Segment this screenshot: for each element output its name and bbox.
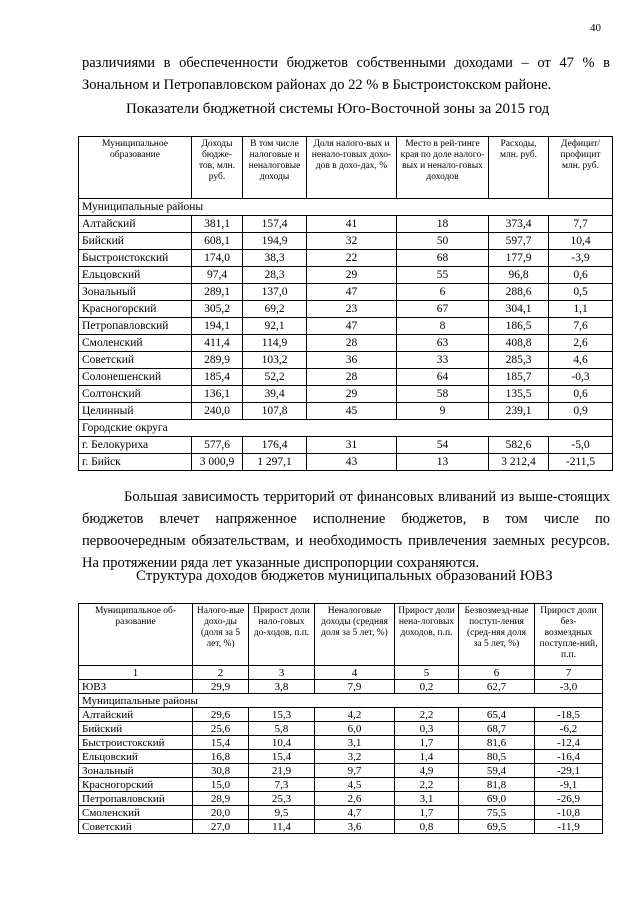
table-cell: 3,6 [315, 820, 395, 834]
table-cell: 25,3 [249, 792, 315, 806]
table-cell: 1,7 [395, 736, 459, 750]
row-label: Красногорский [79, 301, 192, 318]
table-cell: 305,2 [192, 301, 243, 318]
table-cell: 69,0 [459, 792, 535, 806]
table-cell: 21,9 [249, 764, 315, 778]
table-cell: 15,0 [193, 778, 249, 792]
table-cell: 0,3 [395, 722, 459, 736]
table-cell: 81,8 [459, 778, 535, 792]
table-cell: 97,4 [192, 267, 243, 284]
table-cell: 608,1 [192, 233, 243, 250]
table-cell: 185,7 [489, 369, 549, 386]
table-cell: 10,4 [249, 736, 315, 750]
row-label: Солонешенский [79, 369, 192, 386]
table-cell: 5 [395, 666, 459, 680]
table-cell: 8 [397, 318, 489, 335]
table-cell: 135,5 [489, 386, 549, 403]
table-cell: 43 [307, 454, 397, 471]
table-cell: 16,8 [193, 750, 249, 764]
intro-paragraph: различиями в обеспеченности бюджетов собственными доходами – от 47 % в Зональном и Петропавловском районах до 22 % в Быстроистокском районе. [82, 55, 610, 93]
table-row [79, 403, 613, 420]
table-cell: 3,2 [315, 750, 395, 764]
table-row [79, 352, 613, 369]
table-cell: -18,5 [535, 708, 603, 722]
table-cell: -29,1 [535, 764, 603, 778]
table-row [79, 250, 613, 267]
table-cell: 177,9 [489, 250, 549, 267]
table-cell: 9 [397, 403, 489, 420]
revenue-structure-table [78, 603, 603, 834]
table-cell: 381,1 [192, 216, 243, 233]
table-cell: 59,4 [459, 764, 535, 778]
table-cell: 50 [397, 233, 489, 250]
section-row [79, 199, 613, 216]
table-cell: 81,6 [459, 736, 535, 750]
table-cell: 2 [193, 666, 249, 680]
table-row [79, 335, 613, 352]
table-cell: -211,5 [549, 454, 613, 471]
section-label: Муниципальные районы [79, 694, 603, 708]
table-cell: 13 [397, 454, 489, 471]
table-cell: 15,3 [249, 708, 315, 722]
table-cell: 55 [397, 267, 489, 284]
table-cell: 240,0 [192, 403, 243, 420]
table-cell: 6,0 [315, 722, 395, 736]
table-cell: 67 [397, 301, 489, 318]
table-cell: 25,6 [193, 722, 249, 736]
table2-header: Прирост доли нена-логовых доходов, п.п. [395, 604, 459, 666]
table-cell: 597,7 [489, 233, 549, 250]
table-cell: ЮВЗ [79, 680, 193, 694]
row-label: г. Бийск [79, 454, 192, 471]
table-cell: 304,1 [489, 301, 549, 318]
table-cell: 4,5 [315, 778, 395, 792]
table-cell: 577,6 [192, 437, 243, 454]
section-row [79, 694, 603, 708]
table-cell: 186,5 [489, 318, 549, 335]
table-cell: 64 [397, 369, 489, 386]
table-row [79, 284, 613, 301]
table-cell: 36 [307, 352, 397, 369]
row-label: Солтонский [79, 386, 192, 403]
table-row [79, 386, 613, 403]
table-cell: 194,9 [243, 233, 307, 250]
table-cell: -12,4 [535, 736, 603, 750]
table-cell: 11,4 [249, 820, 315, 834]
table-cell: 68,7 [459, 722, 535, 736]
table-row [79, 792, 603, 806]
table-cell: 373,4 [489, 216, 549, 233]
table-cell: 289,1 [192, 284, 243, 301]
table-cell: 29,6 [193, 708, 249, 722]
table-row [79, 369, 613, 386]
table-row [79, 778, 603, 792]
table-cell: 45 [307, 403, 397, 420]
table-cell: -11,9 [535, 820, 603, 834]
table-cell: 28,9 [193, 792, 249, 806]
table-cell: -10,8 [535, 806, 603, 820]
table-cell: 65,4 [459, 708, 535, 722]
row-label: г. Белокуриха [79, 437, 192, 454]
table2-caption: Структура доходов бюджетов муниципальных образований ЮВЗ [136, 568, 553, 584]
table1-caption: Показатели бюджетной системы Юго-Восточной зоны за 2015 год [126, 101, 550, 117]
table-cell: 80,5 [459, 750, 535, 764]
table1-header: Дефицит/ профицит млн. руб. [549, 137, 613, 199]
table-cell: 23 [307, 301, 397, 318]
row-label: Петропавловский [79, 792, 193, 806]
table1-header: Доходы бюдже-тов, млн. руб. [192, 137, 243, 199]
table1-header: Муниципальное образование [79, 137, 192, 199]
section-row [79, 420, 613, 437]
row-label: Алтайский [79, 216, 192, 233]
table-cell: 3,8 [249, 680, 315, 694]
table-cell: 3 212,4 [489, 454, 549, 471]
table-cell: 3 000,9 [192, 454, 243, 471]
row-label: Смоленский [79, 335, 192, 352]
table2-header: Неналоговые доходы (средняя доля за 5 лет, %) [315, 604, 395, 666]
table1-header: Доля налого-вых и ненало-говых дохо-дов в дохо-дах, % [307, 137, 397, 199]
table-cell: 92,1 [243, 318, 307, 335]
row-label: Целинный [79, 403, 192, 420]
table1-header: В том числе налоговые и неналоговые доходы [243, 137, 307, 199]
table-cell: 47 [307, 318, 397, 335]
row-label: Бийский [79, 722, 193, 736]
table-row [79, 454, 613, 471]
row-label: Зональный [79, 764, 193, 778]
table-cell: 2,2 [395, 778, 459, 792]
table-cell: 174,0 [192, 250, 243, 267]
table-cell: 3,1 [315, 736, 395, 750]
table-cell: 69,2 [243, 301, 307, 318]
table-cell: 30,8 [193, 764, 249, 778]
table-cell: 285,3 [489, 352, 549, 369]
table-cell: 7,6 [549, 318, 613, 335]
table-row [79, 708, 603, 722]
table-cell: 5,8 [249, 722, 315, 736]
table-cell: 62,7 [459, 680, 535, 694]
table-cell: 114,9 [243, 335, 307, 352]
table-cell: 176,4 [243, 437, 307, 454]
table-cell: 22 [307, 250, 397, 267]
table-cell: 75,5 [459, 806, 535, 820]
table-row [79, 301, 613, 318]
table1-header-row [79, 137, 613, 199]
table-cell: 194,1 [192, 318, 243, 335]
row-label: Красногорский [79, 778, 193, 792]
table-cell: 157,4 [243, 216, 307, 233]
table-cell: 27,0 [193, 820, 249, 834]
column-number-row [79, 666, 603, 680]
table-cell: 28,3 [243, 267, 307, 284]
table-cell: 69,5 [459, 820, 535, 834]
table-cell: 31 [307, 437, 397, 454]
table-row [79, 216, 613, 233]
table-cell: 28 [307, 369, 397, 386]
table-cell: 10,4 [549, 233, 613, 250]
table-row [79, 820, 603, 834]
table-cell: 1 [79, 666, 193, 680]
table2-header: Безвозмезд-ные поступ-ления (сред-няя доля за 5 лет, %) [459, 604, 535, 666]
table-cell: 1,4 [395, 750, 459, 764]
table-cell: 41 [307, 216, 397, 233]
table-cell: 1 297,1 [243, 454, 307, 471]
table-cell: 0,2 [395, 680, 459, 694]
table2-body [79, 666, 603, 834]
table-row [79, 318, 613, 335]
table-cell: 32 [307, 233, 397, 250]
row-label: Алтайский [79, 708, 193, 722]
table-cell: 20,0 [193, 806, 249, 820]
table-cell: 2,6 [549, 335, 613, 352]
table-cell: 68 [397, 250, 489, 267]
table-cell: 6 [459, 666, 535, 680]
table-row [79, 722, 603, 736]
table-cell: -3,0 [535, 680, 603, 694]
table-cell: 29 [307, 386, 397, 403]
row-label: Смоленский [79, 806, 193, 820]
page-number: 40 [590, 22, 601, 34]
table-cell: 2,2 [395, 708, 459, 722]
table1-header: Расходы, млн. руб. [489, 137, 549, 199]
table-cell: 52,2 [243, 369, 307, 386]
table-cell: 7,3 [249, 778, 315, 792]
table-cell: 7 [535, 666, 603, 680]
table-cell: 63 [397, 335, 489, 352]
table2-header: Прирост доли без-возмездных поступле-ний, п.п. [535, 604, 603, 666]
table-cell: 9,7 [315, 764, 395, 778]
table-cell: 4,6 [549, 352, 613, 369]
table-cell: -9,1 [535, 778, 603, 792]
table-row [79, 267, 613, 284]
section-label: Городские округа [79, 420, 613, 437]
table-cell: 0,6 [549, 267, 613, 284]
table-cell: 107,8 [243, 403, 307, 420]
table-cell: 54 [397, 437, 489, 454]
row-label: Зональный [79, 284, 192, 301]
table-cell: 239,1 [489, 403, 549, 420]
table-cell: 0,9 [549, 403, 613, 420]
table-cell: 7,7 [549, 216, 613, 233]
table-cell: 18 [397, 216, 489, 233]
table-row [79, 680, 603, 694]
table-cell: 4 [315, 666, 395, 680]
table-cell: 33 [397, 352, 489, 369]
row-label: Советский [79, 352, 192, 369]
row-label: Советский [79, 820, 193, 834]
table-row [79, 736, 603, 750]
table-row [79, 764, 603, 778]
table2-header-row [79, 604, 603, 666]
table-cell: 4,7 [315, 806, 395, 820]
table-cell: 408,8 [489, 335, 549, 352]
table-cell: 2,6 [315, 792, 395, 806]
middle-paragraph: Большая зависимость территорий от финансовых вливаний из выше-стоящих бюджетов влечет напряженное исполнение бюджетов, в том числе по первоочередным обязательствам, и необходимость привлечения заемных ресурсов. На протяжении ряда лет указанные диспропорции сохраняются. [82, 489, 610, 571]
table-cell: 28 [307, 335, 397, 352]
table-cell: 0,6 [549, 386, 613, 403]
table-cell: 96,8 [489, 267, 549, 284]
table-cell: 288,6 [489, 284, 549, 301]
budget-indicators-table [78, 136, 613, 471]
table-cell: 3,1 [395, 792, 459, 806]
table-row [79, 437, 613, 454]
table-cell: 136,1 [192, 386, 243, 403]
table-cell: -3,9 [549, 250, 613, 267]
table2-header: Прирост доли нало-говых до-ходов, п.п. [249, 604, 315, 666]
row-label: Быстроистокский [79, 736, 193, 750]
table1-header: Место в рей-тинге края по доле налого-вых и ненало-говых доходов [397, 137, 489, 199]
table-cell: -16,4 [535, 750, 603, 764]
table-cell: 1,1 [549, 301, 613, 318]
table-row [79, 750, 603, 764]
table-row [79, 233, 613, 250]
table-cell: 185,4 [192, 369, 243, 386]
table-cell: 3 [249, 666, 315, 680]
table-cell: 0,8 [395, 820, 459, 834]
table-cell: 289,9 [192, 352, 243, 369]
table-cell: 137,0 [243, 284, 307, 301]
table-cell: 29,9 [193, 680, 249, 694]
table-cell: 15,4 [193, 736, 249, 750]
row-label: Петропавловский [79, 318, 192, 335]
table-cell: 1,7 [395, 806, 459, 820]
table-cell: 38,3 [243, 250, 307, 267]
table-cell: 9,5 [249, 806, 315, 820]
table-cell: 58 [397, 386, 489, 403]
table-cell: 582,6 [489, 437, 549, 454]
table2-header: Налого-вые дохо-ды (доля за 5 лет, %) [193, 604, 249, 666]
table-cell: 7,9 [315, 680, 395, 694]
section-label: Муниципальные районы [79, 199, 613, 216]
row-label: Быстроистокский [79, 250, 192, 267]
table-cell: 6 [397, 284, 489, 301]
table-cell: -6,2 [535, 722, 603, 736]
table-cell: 4,9 [395, 764, 459, 778]
table-cell: -0,3 [549, 369, 613, 386]
row-label: Ельцовский [79, 750, 193, 764]
table2-header: Муниципальное об-разование [79, 604, 193, 666]
table-row [79, 806, 603, 820]
table-cell: 103,2 [243, 352, 307, 369]
table-cell: -26,9 [535, 792, 603, 806]
table-cell: 0,5 [549, 284, 613, 301]
table-cell: 39,4 [243, 386, 307, 403]
table1-body [79, 199, 613, 471]
table-cell: 15,4 [249, 750, 315, 764]
row-label: Бийский [79, 233, 192, 250]
table-cell: 4,2 [315, 708, 395, 722]
table-cell: 47 [307, 284, 397, 301]
row-label: Ельцовский [79, 267, 192, 284]
table-cell: -5,0 [549, 437, 613, 454]
table-cell: 29 [307, 267, 397, 284]
table-cell: 411,4 [192, 335, 243, 352]
